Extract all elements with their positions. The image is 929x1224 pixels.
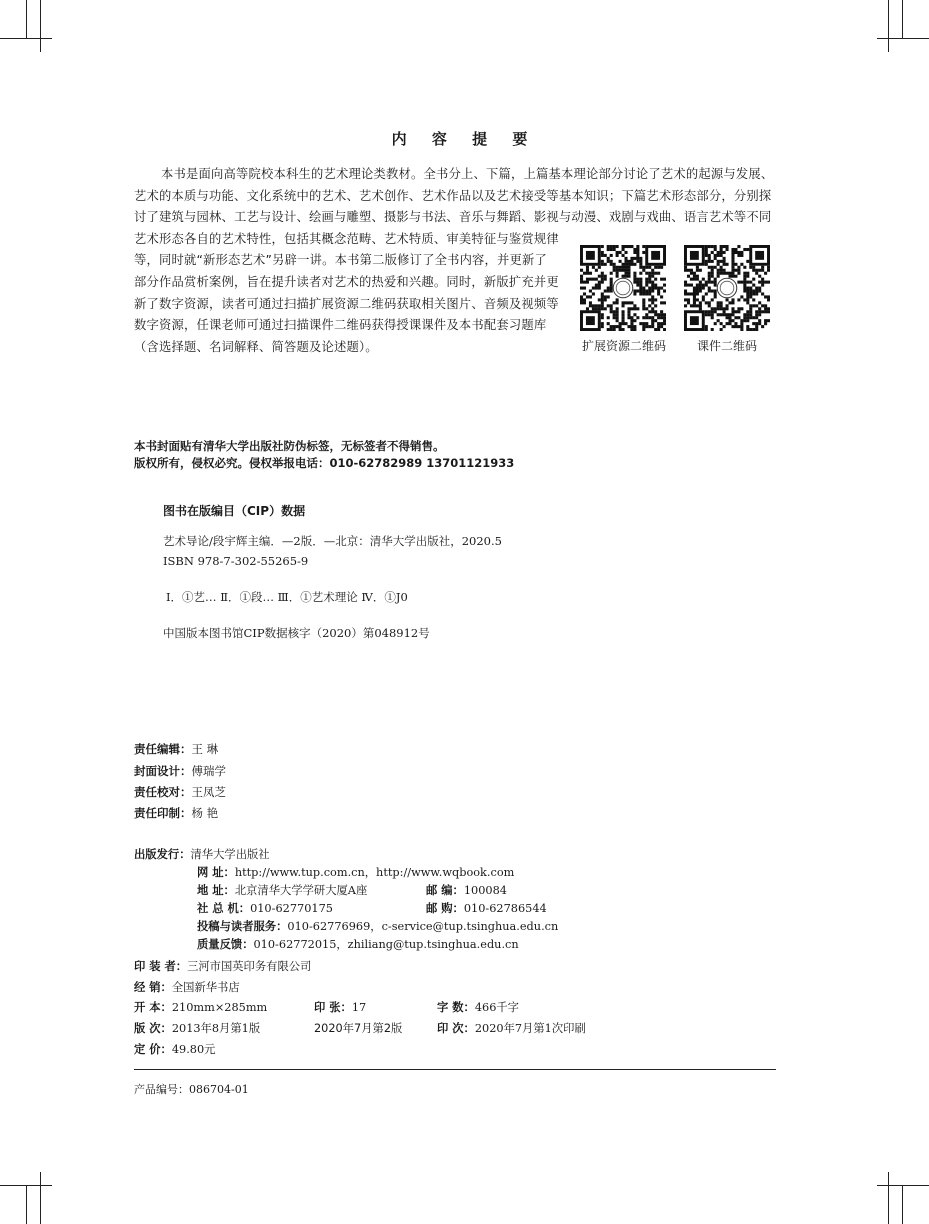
cip-line-classification: Ⅰ．①艺… Ⅱ．①段… Ⅲ．①艺术理论 Ⅳ．①J0 — [166, 590, 408, 604]
publisher-switchboard: 社 总 机：010-62770175 — [197, 902, 333, 915]
crop-mark-tl-v2 — [26, 0, 27, 38]
intro-text — [134, 164, 778, 358]
crop-mark-tr-v — [888, 0, 889, 52]
crop-mark-tl-v — [40, 0, 41, 52]
publisher-reader-service: 投稿与读者服务：010-62776969，c-service@tup.tsinghua.edu.cn — [197, 920, 559, 933]
notice-line-1: 本书封面贴有清华大学出版社防伪标签，无标签者不得销售。 — [134, 439, 445, 453]
crop-mark-tl-h — [0, 38, 52, 39]
staff-printing: 责任印制：杨 艳 — [134, 806, 219, 820]
cip-line-1: 艺术导论/段宇辉主编．—2版．—北京：清华大学出版社，2020.5 — [163, 534, 502, 548]
product-code: 产品编号：086704-01 — [134, 1083, 249, 1096]
notice-line-2: 版权所有，侵权必究。侵权举报电话：010-62782989 13701121933 — [134, 456, 515, 470]
staff-proofreader: 责任校对：王凤芝 — [134, 785, 226, 799]
copyright-notice — [134, 438, 514, 472]
publisher-issue: 出版发行：清华大学出版社 — [134, 848, 270, 861]
crop-mark-tr-v2 — [902, 0, 903, 38]
intro-para-full: 本书是面向高等院校本科生的艺术理论类教材。全书分上、下篇，上篇基本理论部分讨论了艺术的起源与发展、艺术的本质与功能、文化系统中的艺术、艺术创作、艺术作品以及艺术接受等基本知识；下篇艺术形态部分，分别探讨了建筑与园林、工艺与设计、绘画与雕塑、摄影与书法、音乐与舞蹈、影视与动漫、戏剧与戏曲、语言艺术等不同 — [134, 167, 774, 225]
qr-code-extended-resources[interactable] — [580, 245, 666, 331]
spec-distributor: 经 销：全国新华书店 — [134, 981, 240, 994]
staff-editor: 责任编辑：王 琳 — [134, 742, 219, 756]
publisher-zip: 邮 编：100084 — [426, 884, 507, 897]
intro-para-wrap: 艺术形态各自的艺术特性，包括其概念范畴、艺术特质、审美特征与鉴赏规律等，同时就“新形态艺术”另辟一讲。本书第二版修订了全书内容，并更新了部分作品赏析案例，旨在提升读者对艺术的热爱和兴趣。同时，新版扩充并更新了数字资源，读者可通过扫描扩展资源二维码获取相关图片、音频及视频等数字资源，任课老师可通过扫描课件二维码获得授课课件及本书配套习题库（含选择题、名词解释、简答题及论述题）。 — [134, 231, 559, 354]
spec-edition-2: 2020年7月第2版 — [314, 1022, 403, 1035]
qr-code-courseware[interactable] — [684, 245, 770, 331]
publisher-website: 网 址：http://www.tup.com.cn，http://www.wqbook.com — [197, 866, 515, 879]
section-title: 内 容 提 要 — [391, 130, 538, 148]
qr-caption-extended: 扩展资源二维码 — [581, 339, 666, 353]
crop-mark-tr-h — [877, 38, 929, 39]
spec-price: 定 价：49.80元 — [134, 1043, 216, 1056]
crop-mark-bl-v2 — [26, 1185, 27, 1224]
cip-line-record: 中国版本图书馆CIP数据核字（2020）第048912号 — [163, 626, 430, 640]
crop-mark-br-h — [877, 1185, 929, 1186]
publisher-mail-order: 邮 购：010-62786544 — [426, 902, 547, 915]
spec-printer: 印 装 者：三河市国英印务有限公司 — [134, 960, 312, 973]
cip-line-isbn: ISBN 978-7-302-55265-9 — [163, 554, 309, 568]
cip-heading: 图书在版编目（CIP）数据 — [163, 504, 306, 518]
qr-code-icon — [580, 245, 666, 331]
spec-edition: 版 次：2013年8月第1版 — [134, 1022, 261, 1035]
spec-printing: 印 次：2020年7月第1次印刷 — [437, 1022, 586, 1035]
qr-code-icon — [684, 245, 770, 331]
spec-format: 开 本：210mm×285mm — [134, 1001, 268, 1014]
divider-rule — [134, 1069, 776, 1070]
qr-caption-courseware: 课件二维码 — [696, 339, 757, 353]
crop-mark-bl-v — [40, 1172, 41, 1224]
spec-word-count: 字 数：466千字 — [437, 1001, 519, 1014]
spec-sheets: 印 张：17 — [314, 1001, 367, 1014]
staff-cover-design: 封面设计：傅瑞学 — [134, 764, 226, 778]
publisher-quality-feedback: 质量反馈：010-62772015，zhiliang@tup.tsinghua.edu.cn — [197, 938, 519, 951]
crop-mark-br-v — [888, 1172, 889, 1224]
publisher-address: 地 址：北京清华大学学研大厦A座 — [197, 884, 368, 897]
crop-mark-br-v2 — [902, 1185, 903, 1224]
